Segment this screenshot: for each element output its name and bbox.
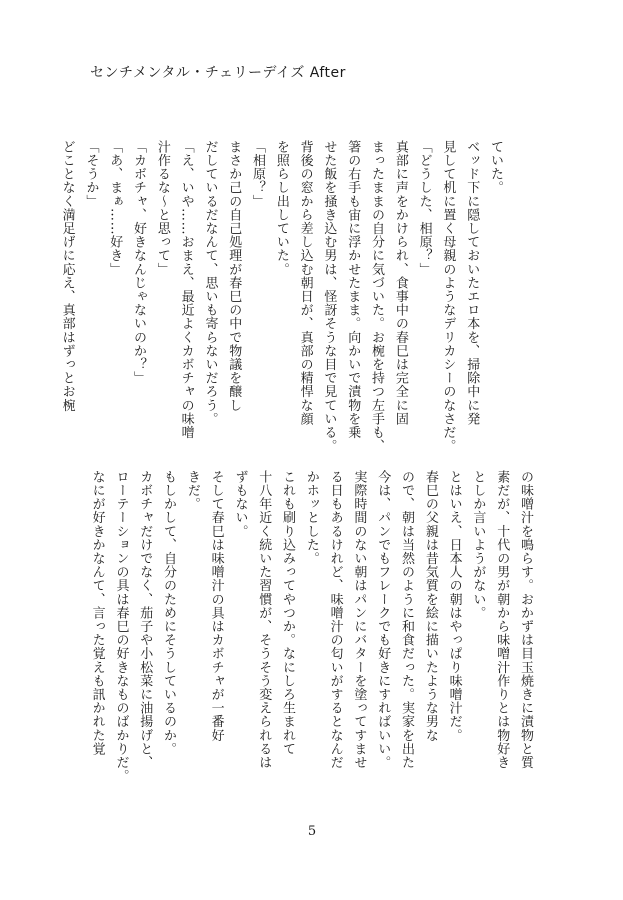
text-line: だしているだなんて、思いも寄らないだろう。 — [202, 140, 218, 426]
text-line: 真部に声をかけられ、食事中の春巳は完全に固 — [392, 140, 408, 426]
text-line: 汁作るな～と思って」 — [154, 140, 170, 276]
text-line: これも刷り込みってやつか。なにしろ生まれて — [280, 470, 296, 756]
text-line: の味噌汁を鳴らす。おかずは目玉焼きに漬物と質 — [518, 470, 533, 770]
text-line: ていた。 — [488, 140, 503, 195]
text-column-bottom — [89, 470, 537, 795]
text-line: どことなく満足げに応え、真部はずっとお椀 — [59, 140, 75, 412]
running-header: センチメンタル・チェリーデイズ After — [90, 65, 346, 81]
text-line: 素だが、十代の男が朝から味噌汁作りとは物好き — [494, 470, 510, 770]
text-line: ので、朝は当然のように和食だった。実家を出た — [399, 470, 415, 770]
text-line: 背後の窓から差し込む朝日が、真部の精悍な顔 — [297, 140, 313, 426]
text-line: 「どうした、相原？」 — [416, 140, 432, 276]
text-line: 実際時間のない朝はパンにバターを塗ってすませ — [351, 470, 367, 770]
text-line: ずもない。 — [232, 470, 248, 538]
text-line: 春巳の父親は昔気質を絵に描いたような男な — [422, 470, 438, 742]
text-line: 「あ、まぁ……好き」 — [107, 140, 123, 276]
text-line: ローテーションの具は春巳の好きなものばかりだ。 — [113, 470, 129, 783]
text-line: 見して机に置く母親のようなデリカシーのなさだ。 — [440, 140, 456, 453]
text-line: まったままの自分に気づいた。お椀を持つ左手も、 — [369, 140, 385, 453]
text-line: 十八年近く続いた習慣が、そうそう変えられるは — [256, 470, 272, 770]
text-line: なにが好きかなんて、言った覚えも訊かれた覚 — [89, 470, 105, 756]
text-line: とはいえ、日本人の朝はやっぱり味噌汁だ。 — [446, 470, 462, 742]
text-line: る日もあるけれど、味噌汁の匂いがするとなんだ — [327, 470, 343, 770]
text-line: 箸の右手も宙に浮かせたまま。向かいで漬物を乗 — [345, 140, 361, 440]
text-line: 「相原？」 — [250, 140, 266, 208]
text-line: せた飯を掻き込む男は、怪訝そうな目で見ている。 — [321, 140, 337, 453]
text-line: を照らし出していた。 — [273, 140, 289, 276]
text-line: 今は、パンでもフレークでも好きにすればいい。 — [375, 470, 391, 770]
text-line: もしかして、自分のためにそうしているのか。 — [161, 470, 177, 756]
text-line: そして春巳は味噌汁の具はカボチャが一番好 — [208, 470, 224, 742]
text-line: かホッとした。 — [303, 470, 319, 566]
text-line: 「カボチャ、好きなんじゃないのか？」 — [131, 140, 147, 385]
text-line: ベッド下に隠しておいたエロ本を、掃除中に発 — [464, 140, 480, 426]
text-line: まさか己の自己処理が春巳の中で物議を醸し — [226, 140, 242, 412]
text-line: カボチャだけでなく、茄子や小松菜に油揚げと、 — [137, 470, 153, 770]
text-line: としか言いようがない。 — [470, 470, 486, 620]
text-line: きだ。 — [184, 470, 200, 511]
text-line: 「え、いや……おまえ、最近よくカボチャの味噌 — [178, 140, 194, 440]
page-number: 5 — [307, 824, 317, 839]
text-column-top — [59, 140, 507, 455]
text-line: 「そうか」 — [83, 140, 99, 208]
